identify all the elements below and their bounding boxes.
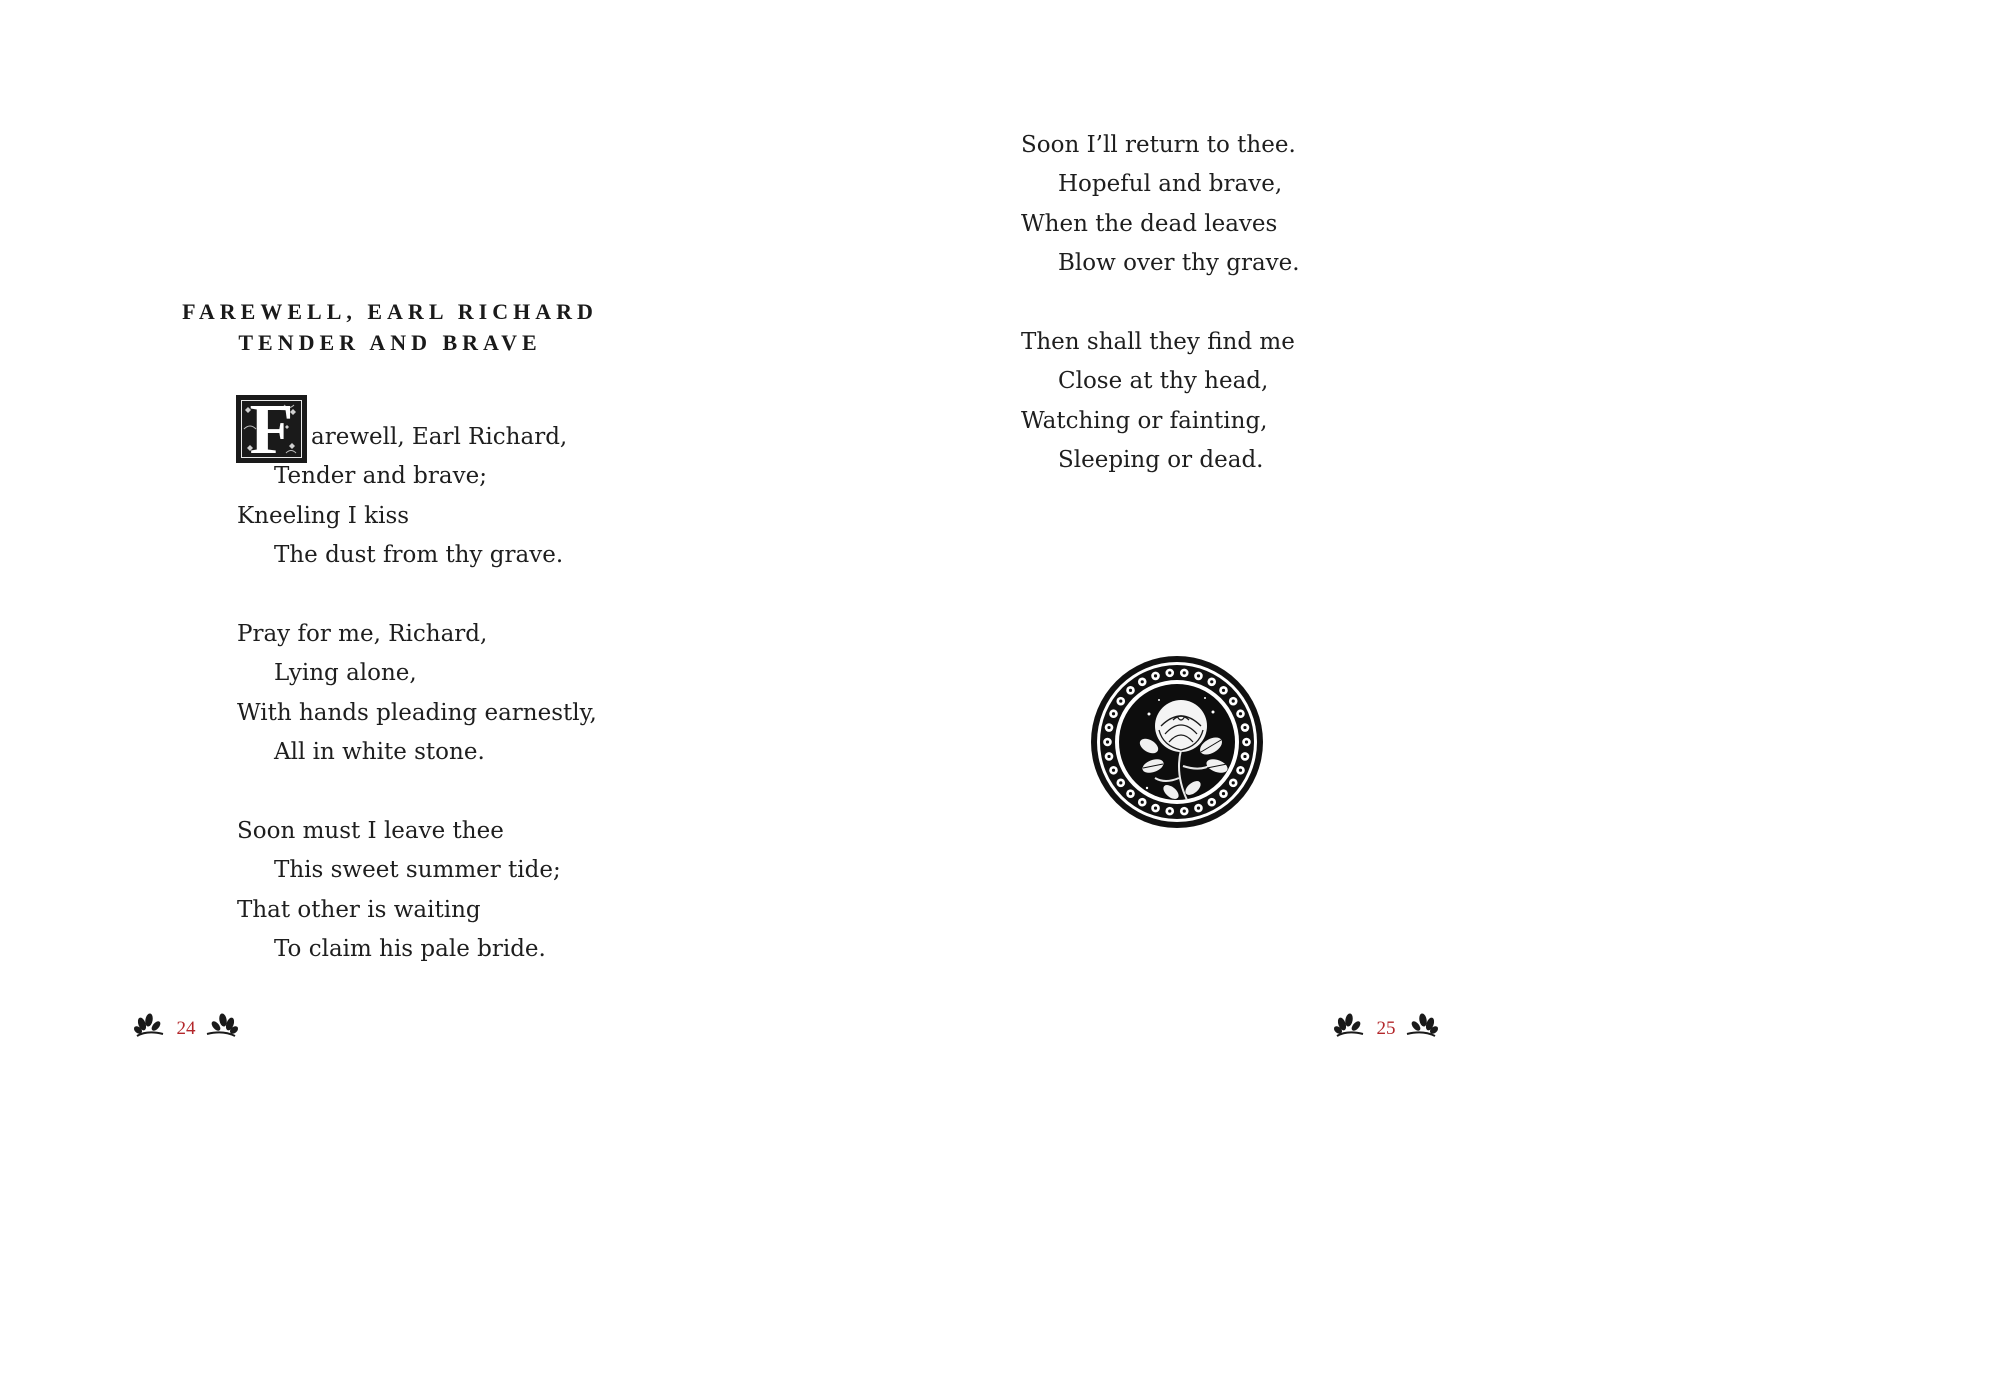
- medallion-bead-center: [1183, 810, 1186, 813]
- verse-line: Sleeping or dead.: [1058, 447, 1264, 474]
- laurel-sprig-icon: [1333, 1006, 1367, 1040]
- medallion-bead-center: [1119, 781, 1122, 784]
- verse-line: Soon must I leave thee: [237, 817, 504, 844]
- verse-line: To claim his pale bride.: [274, 936, 546, 963]
- verse-line: The dust from thy grave.: [274, 542, 564, 569]
- verse-line: Watching or fainting,: [1021, 407, 1268, 434]
- medallion-bead-center: [1222, 792, 1225, 795]
- verse-line: Pray for me, Richard,: [237, 620, 488, 647]
- laurel-sprig-icon: [205, 1006, 239, 1040]
- medallion-bead-center: [1168, 671, 1171, 674]
- medallion-bead-center: [1154, 807, 1157, 810]
- medallion-bead-center: [1197, 674, 1200, 677]
- rose-medallion-illustration: [1089, 654, 1265, 830]
- stanza-break: [1021, 284, 1300, 323]
- medallion-bead-center: [1232, 781, 1235, 784]
- verse-line: Close at thy head,: [1058, 368, 1269, 395]
- medallion-bead-center: [1154, 674, 1157, 677]
- verse-line: That other is waiting: [237, 896, 481, 923]
- medallion-bead-center: [1119, 700, 1122, 703]
- title-line-1: FAREWELL, EARL RICHARD: [182, 299, 598, 324]
- medallion-bead-center: [1210, 801, 1213, 804]
- medallion-bead-center: [1243, 726, 1246, 729]
- medallion-bead-center: [1112, 769, 1115, 772]
- medallion-bead-center: [1210, 680, 1213, 683]
- verse-line: Tender and brave;: [274, 463, 487, 490]
- verse-line: arewell, Earl Richard,: [311, 424, 568, 450]
- medallion-bead-center: [1129, 689, 1132, 692]
- verse-line: When the dead leaves: [1021, 210, 1278, 237]
- medallion-bead-center: [1112, 712, 1115, 715]
- medallion-bead-center: [1141, 680, 1144, 683]
- medallion-bead-center: [1222, 689, 1225, 692]
- poem-left-body: [237, 418, 597, 969]
- title-line-2: TENDER AND BRAVE: [238, 330, 542, 355]
- medallion-bead-center: [1107, 755, 1110, 758]
- medallion-bead-center: [1239, 769, 1242, 772]
- laurel-sprig-icon: [133, 1006, 167, 1040]
- medallion-bead-center: [1239, 712, 1242, 715]
- right-page: [784, 0, 1568, 1100]
- verse-line: This sweet summer tide;: [274, 857, 561, 884]
- medallion-bead-center: [1232, 700, 1235, 703]
- medallion-bead-center: [1141, 801, 1144, 804]
- medallion-bead-center: [1197, 807, 1200, 810]
- verse-line: Hopeful and brave,: [1058, 171, 1283, 198]
- page-number: 24: [176, 1018, 196, 1039]
- verse-line: With hands pleading earnestly,: [237, 699, 597, 726]
- medallion-bead-center: [1183, 671, 1186, 674]
- poem-right-body: [1021, 126, 1300, 481]
- medallion-bead-center: [1107, 726, 1110, 729]
- verse-line: Then shall they find me: [1021, 328, 1295, 355]
- verse-line: All in white stone.: [274, 739, 485, 766]
- verse-line: Blow over thy grave.: [1058, 250, 1300, 277]
- medallion-bead-center: [1168, 810, 1171, 813]
- page-number: 25: [1376, 1018, 1396, 1039]
- poem-title: [150, 296, 630, 358]
- medallion-bead-center: [1243, 755, 1246, 758]
- medallion-bead-center: [1245, 740, 1248, 743]
- medallion-bead-center: [1129, 792, 1132, 795]
- laurel-sprig-icon: [1405, 1006, 1439, 1040]
- stanza-break: [237, 576, 597, 615]
- verse-line: Lying alone,: [274, 660, 417, 687]
- verse-line: Kneeling I kiss: [237, 502, 410, 529]
- drop-cap-letter: F: [249, 389, 294, 469]
- verse-line: Soon I’ll return to thee.: [1021, 132, 1296, 158]
- left-page: [0, 0, 784, 1100]
- stanza-break: [237, 773, 597, 812]
- medallion-bead-center: [1106, 740, 1109, 743]
